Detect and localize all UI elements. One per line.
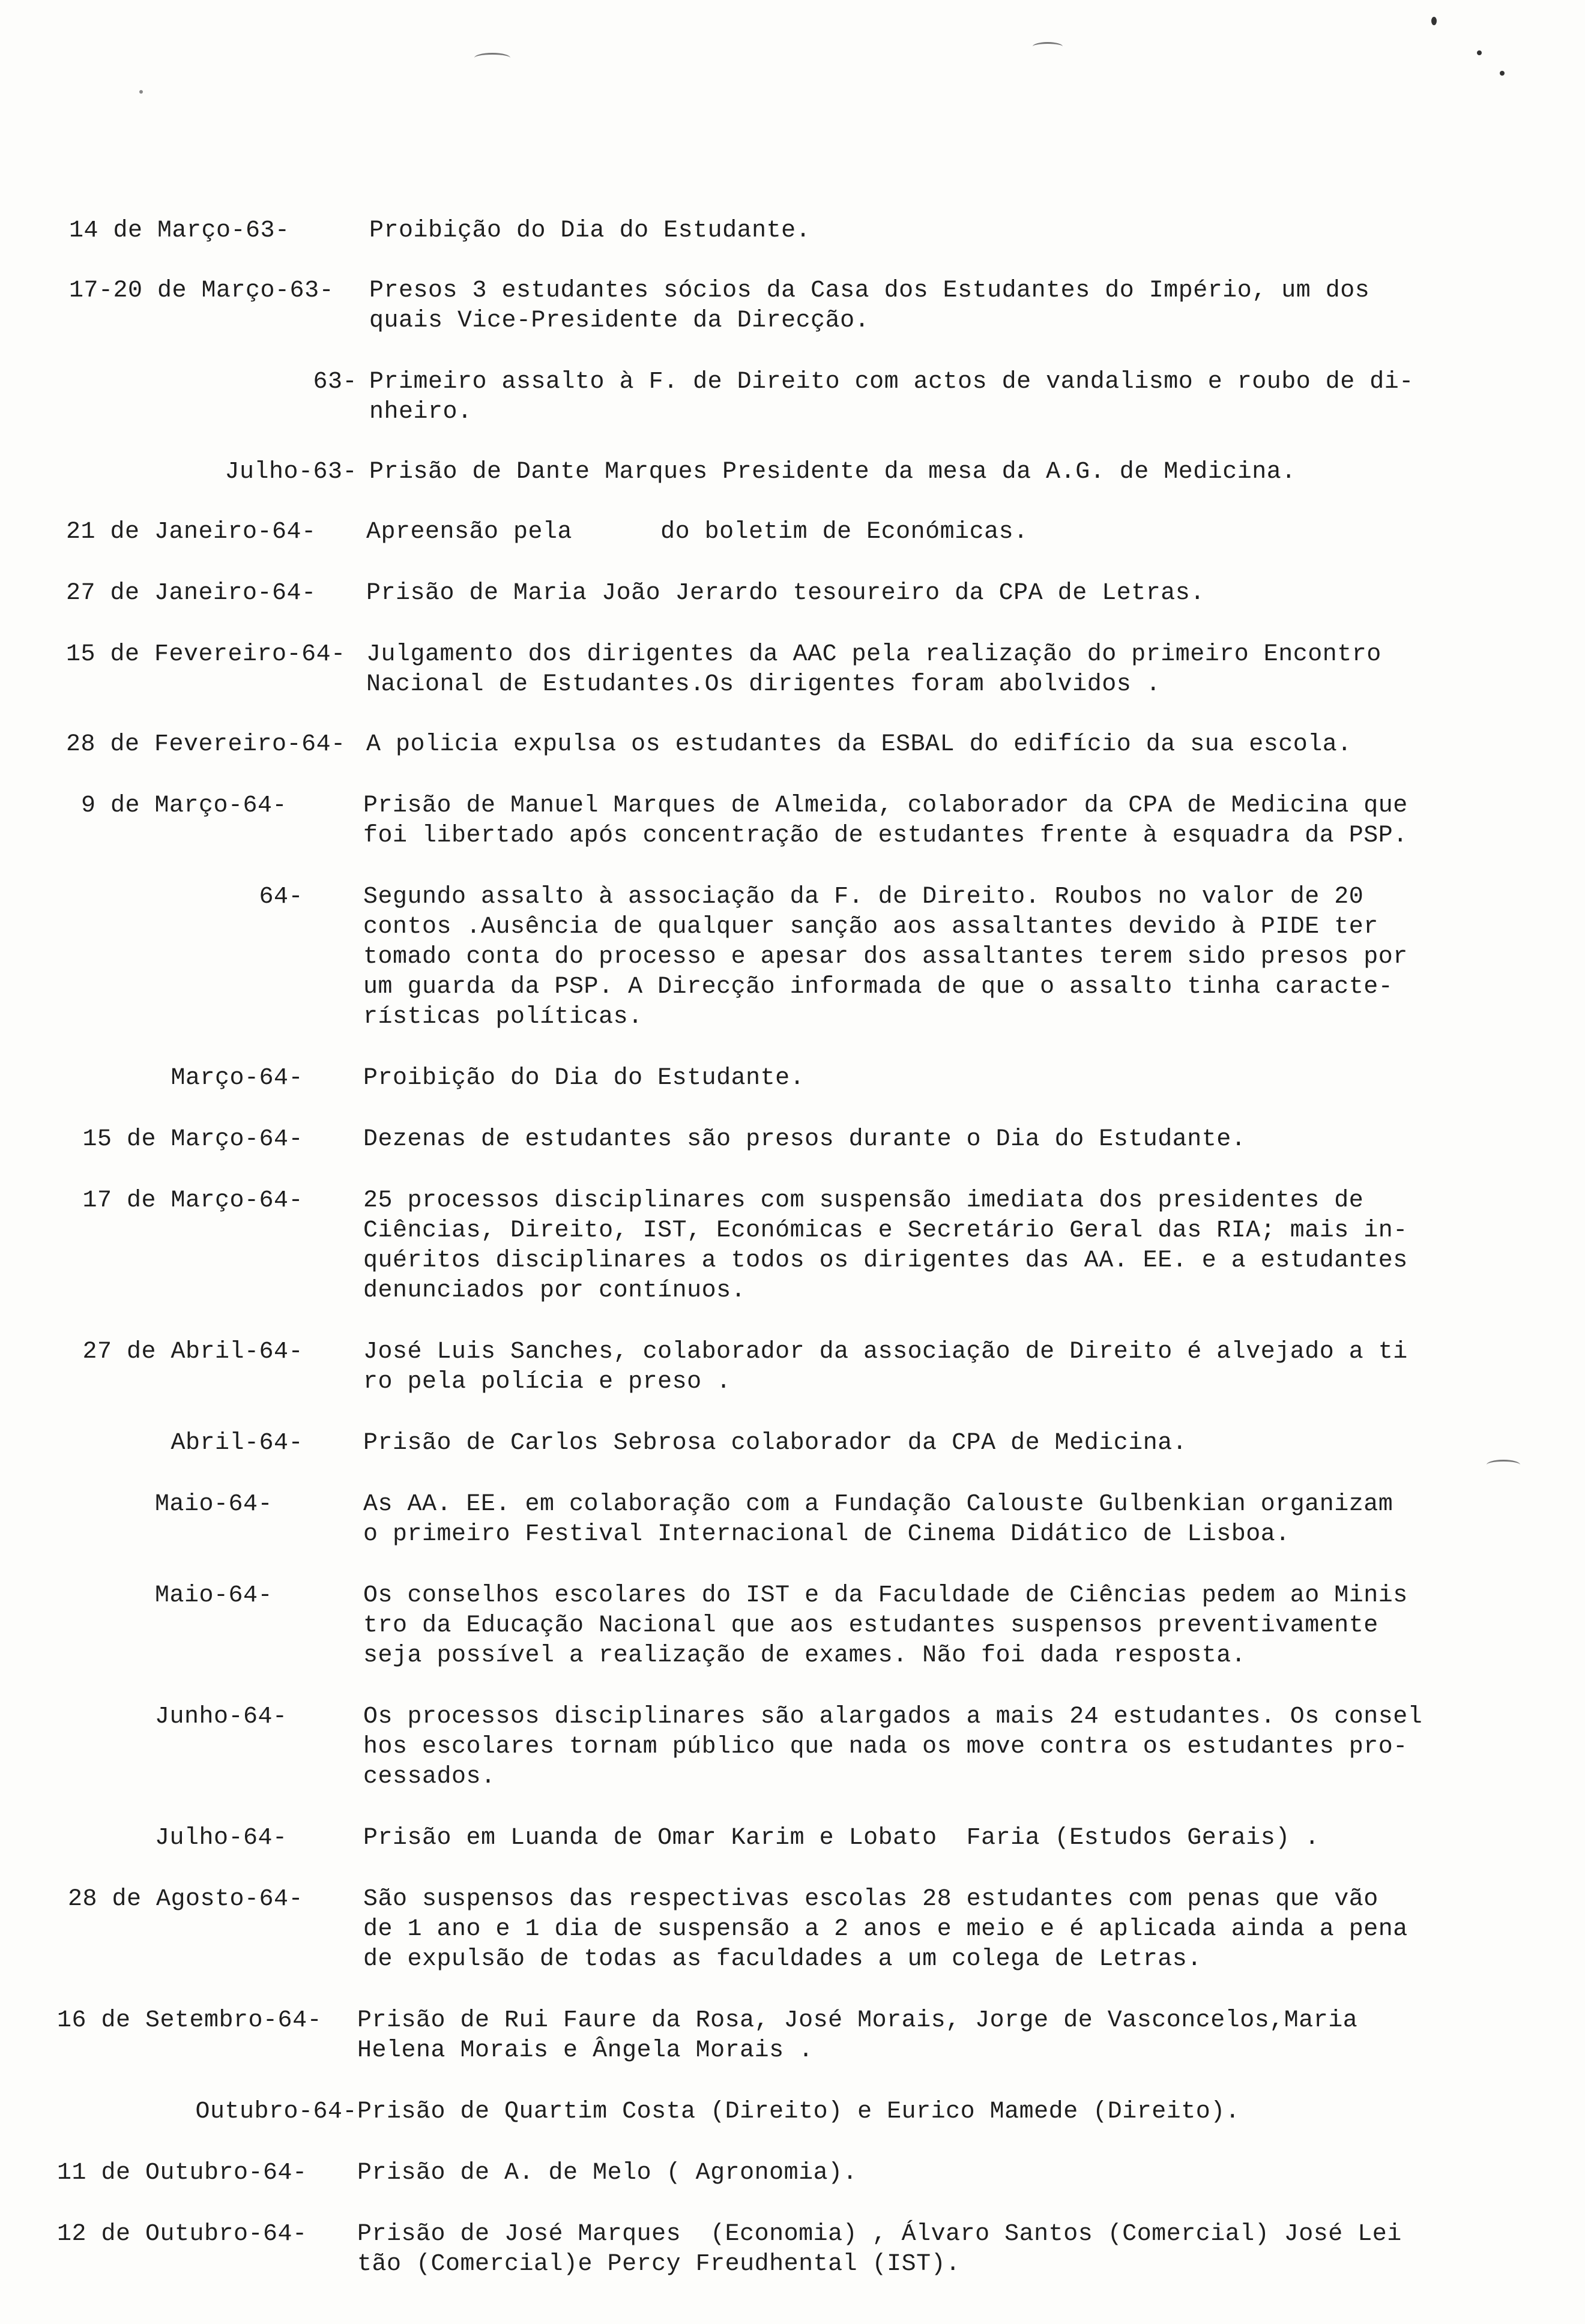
entry-line: cessados. (363, 1763, 496, 1790)
entry-line: Ciências, Direito, IST, Económicas e Secretário Geral das RIA; mais in- (363, 1217, 1408, 1244)
entry-text (363, 1702, 1492, 1792)
entry-line: Helena Morais e Ângela Morais . (357, 2037, 814, 2064)
entry-text (366, 730, 1495, 760)
entry-line: foi libertado após concentração de estudantes frente à esquadra da PSP. (363, 822, 1408, 849)
entry-line: Segundo assalto à associação da F. de Direito. Roubos no valor de 20 (363, 884, 1364, 911)
chronology-entry (0, 2158, 1585, 2188)
entry-date: 17-20 de Março-63- (69, 277, 334, 304)
entry-date: Julho-64- (155, 1825, 288, 1852)
entry-line: Prisão em Luanda de Omar Karim e Lobato Faria (Estudos Gerais) . (363, 1825, 1320, 1852)
chronology-list (0, 216, 1585, 2280)
entry-line: Prisão de A. de Melo ( Agronomia). (357, 2160, 858, 2187)
chronology-entry (0, 1581, 1585, 1671)
entry-date: 17 de Março-64- (82, 1187, 303, 1214)
entry-date: 28 de Fevereiro-64- (66, 731, 346, 758)
chronology-entry (0, 1428, 1585, 1459)
chronology-entry (0, 2097, 1585, 2127)
entry-date: 15 de Março-64- (82, 1126, 303, 1153)
chronology-entry (0, 1186, 1585, 1306)
chronology-entry (0, 276, 1585, 336)
entry-text (369, 367, 1498, 427)
entry-text (363, 1581, 1492, 1671)
entry-text (357, 2006, 1486, 2066)
entry-text (369, 216, 1498, 246)
scan-speck (1431, 17, 1437, 25)
entry-line: ro pela polícia e preso . (363, 1368, 731, 1395)
entry-line: Os conselhos escolares do IST e da Faculdade de Ciências pedem ao Minis (363, 1582, 1408, 1609)
entry-line: Prisão de Rui Faure da Rosa, José Morais, Jorge de Vasconcelos,Maria (357, 2007, 1358, 2034)
entry-line: Prisão de Carlos Sebrosa colaborador da CPA de Medicina. (363, 1430, 1188, 1457)
entry-line: As AA. EE. em colaboração com a Fundação Calouste Gulbenkian organizam (363, 1491, 1393, 1518)
entry-line: tro da Educação Nacional que aos estudantes suspensos preventivamente (363, 1612, 1378, 1639)
chronology-entry (0, 1702, 1585, 1792)
entry-line: Nacional de Estudantes.Os dirigentes foram abolvidos . (366, 671, 1161, 698)
entry-line: Prisão de Maria João Jerardo tesoureiro da CPA de Letras. (366, 580, 1205, 607)
entry-line: um guarda da PSP. A Direcção informada de que o assalto tinha caracte- (363, 974, 1393, 1001)
chronology-entry (0, 640, 1585, 700)
entry-line: Dezenas de estudantes são presos durante o Dia do Estudante. (363, 1126, 1246, 1153)
chronology-entry (0, 791, 1585, 851)
entry-text (357, 2220, 1486, 2280)
scan-mark (474, 53, 510, 63)
chronology-entry (0, 1064, 1585, 1094)
chronology-entry (0, 2220, 1585, 2280)
entry-date: 16 de Setembro-64- (57, 2007, 322, 2034)
entry-text (363, 791, 1492, 851)
entry-line: Proibição do Dia do Estudante. (363, 1065, 805, 1092)
entry-line: Julgamento dos dirigentes da AAC pela realização do primeiro Encontro (366, 641, 1381, 668)
entry-line: rísticas políticas. (363, 1004, 643, 1031)
entry-date: 12 de Outubro-64- (57, 2221, 307, 2248)
chronology-entry (0, 1823, 1585, 1853)
entry-line: Prisão de Dante Marques Presidente da mesa da A.G. de Medicina. (369, 459, 1296, 486)
scan-speck (1477, 50, 1482, 55)
entry-date: Julho-63- (225, 459, 357, 486)
entry-line: tão (Comercial)e Percy Freudhental (IST). (357, 2251, 961, 2278)
entry-line: Primeiro assalto à F. de Direito com actos de vandalismo e roubo de di- (369, 369, 1414, 396)
entry-text (369, 276, 1498, 336)
entry-date: Março-64- (171, 1065, 303, 1092)
entry-text (363, 1490, 1492, 1550)
entry-text (363, 1337, 1492, 1397)
entry-text (366, 579, 1495, 609)
entry-line: Apreensão pela do boletim de Económicas. (366, 519, 1028, 546)
entry-line: seja possível a realização de exames. Não foi dada resposta. (363, 1642, 1246, 1669)
entry-line: de 1 ano e 1 dia de suspensão a 2 anos e meio e é aplicada ainda a pena (363, 1916, 1408, 1943)
entry-text (366, 640, 1495, 700)
entry-text (366, 517, 1495, 547)
entry-text (363, 1885, 1492, 1975)
entry-date: 15 de Fevereiro-64- (66, 641, 346, 668)
chronology-entry (0, 1337, 1585, 1397)
entry-line: José Luis Sanches, colaborador da associação de Direito é alvejado a ti (363, 1338, 1408, 1365)
entry-date: 63- (313, 369, 357, 396)
chronology-entry (0, 457, 1585, 487)
entry-line: Prisão de Manuel Marques de Almeida, colaborador da CPA de Medicina que (363, 792, 1408, 819)
entry-line: quéritos disciplinares a todos os dirigentes das AA. EE. e a estudantes (363, 1247, 1408, 1274)
entry-line: denunciados por contínuos. (363, 1277, 746, 1304)
entry-line: Prisão de Quartim Costa (Direito) e Eurico Mamede (Direito). (357, 2098, 1240, 2125)
entry-text (363, 1428, 1492, 1459)
entry-text (369, 457, 1498, 487)
entry-date: 21 de Janeiro-64- (66, 519, 316, 546)
scan-mark (1033, 42, 1063, 51)
entry-date: 27 de Janeiro-64- (66, 580, 316, 607)
entry-line: de expulsão de todas as faculdades a um colega de Letras. (363, 1946, 1202, 1973)
entry-text (363, 1823, 1492, 1853)
entry-line: o primeiro Festival Internacional de Cinema Didático de Lisboa. (363, 1521, 1290, 1548)
chronology-entry (0, 1490, 1585, 1550)
entry-line: contos .Ausência de qualquer sanção aos assaltantes devido à PIDE ter (363, 914, 1378, 941)
chronology-entry (0, 216, 1585, 246)
entry-date: Outubro-64- (195, 2098, 357, 2125)
entry-date: 27 de Abril-64- (82, 1338, 303, 1365)
entry-line: Os processos disciplinares são alargados a mais 24 estudantes. Os consel (363, 1703, 1423, 1730)
chronology-entry (0, 730, 1585, 760)
entry-date: Maio-64- (155, 1491, 273, 1518)
chronology-entry (0, 579, 1585, 609)
chronology-entry (0, 1125, 1585, 1155)
entry-line: Proibição do Dia do Estudante. (369, 217, 811, 244)
entry-date: 9 de Março-64- (81, 792, 288, 819)
entry-text (363, 882, 1492, 1032)
chronology-entry (0, 882, 1585, 1032)
entry-line: quais Vice-Presidente da Direcção. (369, 307, 870, 334)
entry-text (363, 1064, 1492, 1094)
entry-line: nheiro. (369, 399, 472, 426)
entry-line: A policia expulsa os estudantes da ESBAL do edifício da sua escola. (366, 731, 1352, 758)
chronology-entry (0, 1885, 1585, 1975)
entry-date: 64- (259, 884, 303, 911)
chronology-entry (0, 367, 1585, 427)
entry-text (357, 2097, 1486, 2127)
entry-date: Junho-64- (155, 1703, 288, 1730)
entry-date: Abril-64- (171, 1430, 303, 1457)
entry-date: Maio-64- (155, 1582, 273, 1609)
entry-date: 14 de Março-63- (69, 217, 290, 244)
entry-line: hos escolares tornam público que nada os move contra os estudantes pro- (363, 1733, 1408, 1760)
entry-text (363, 1186, 1492, 1306)
entry-line: Presos 3 estudantes sócios da Casa dos Estudantes do Império, um dos (369, 277, 1370, 304)
scan-speck (139, 90, 143, 94)
entry-text (363, 1125, 1492, 1155)
entry-date: 11 de Outubro-64- (57, 2160, 307, 2187)
entry-line: 25 processos disciplinares com suspensão imediata dos presidentes de (363, 1187, 1364, 1214)
entry-line: São suspensos das respectivas escolas 28 estudantes com penas que vão (363, 1886, 1378, 1913)
entry-line: tomado conta do processo e apesar dos assaltantes terem sido presos por (363, 944, 1408, 971)
chronology-entry (0, 517, 1585, 547)
scan-speck (1500, 71, 1505, 76)
entry-text (357, 2158, 1486, 2188)
entry-date: 28 de Agosto-64- (67, 1886, 303, 1913)
entry-line: Prisão de José Marques (Economia) , Álvaro Santos (Comercial) José Lei (357, 2221, 1402, 2248)
chronology-entry (0, 2006, 1585, 2066)
